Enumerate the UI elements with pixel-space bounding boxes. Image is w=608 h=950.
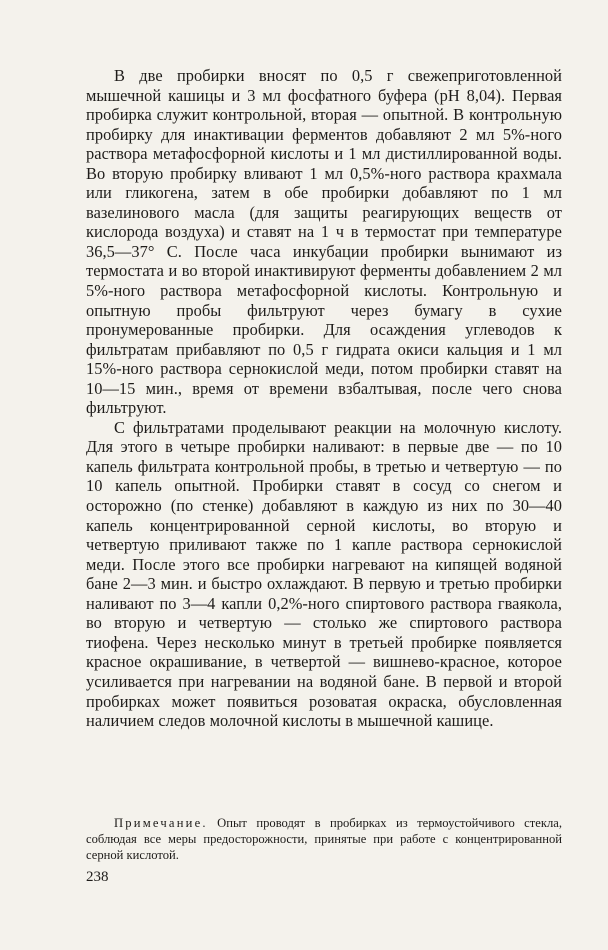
footnote-text: Опыт проводят в пробирках из термоустойчивого стекла, соблюдая все меры предосторожности, принятые при работе с концентрированной серной кислотой. <box>86 816 562 863</box>
paragraph-reactions: С фильтратами проделывают реакции на молочную кислоту. Для этого в четыре пробирки наливают: в первые две — по 10 капель фильтрата контрольной пробы, в третью и четвертую — по 10 капель опытной. Пробирки ставят в сосуд со снегом и осторожно (по стенке) добавляют в каждую из них по 30—40 капель концентрированной серной кислоты, во вторую и четвертую приливают также по 1 капле раствора сернокислой меди. После этого все пробирки нагревают на кипящей водяной бане 2—3 мин. и быстро охлаждают. В первую и третью пробирки наливают по 3—4 капли 0,2%-ного спиртового раствора гваякола, во вторую и четвертую — столько же спиртового раствора тиофена. Через несколько минут в третьей пробирке появляется красное окрашивание, в четвертой — вишнево-красное, которое усиливается при нагревании на водяной бане. В первой и второй пробирках может появиться розоватая окраска, обусловленная наличием следов молочной кислоты в мышечной кашице. <box>86 417 562 731</box>
page-body <box>86 66 562 731</box>
page-number: 238 <box>86 869 109 885</box>
footnote <box>86 815 562 864</box>
footnote-label: Примечание. <box>114 816 208 830</box>
paragraph-procedure: В две пробирки вносят по 0,5 г свежеприготовленной мышечной кашицы и 3 мл фосфатного буфера (рН 8,04). Первая пробирка служит контрольной, вторая — опытной. В контрольную пробирку для инактивации ферментов добавляют 2 мл 5%-ного раствора метафосфорной кислоты и 1 мл дистиллированной воды. Во вторую пробирку вливают 1 мл 0,5%-ного раствора крахмала или гликогена, затем в обе пробирки добавляют по 1 мл вазелинового масла (для защиты реагирующих веществ от кислорода воздуха) и ставят на 1 ч в термостат при температуре 36,5—37° С. После часа инкубации пробирки вынимают из термостата и во второй инактивируют ферменты добавлением 2 мл 5%-ного раствора метафосфорной кислоты. Контрольную и опытную пробы фильтруют через бумагу в сухие пронумерованные пробирки. Для осаждения углеводов к фильтратам прибавляют по 0,5 г гидрата окиси кальция и 1 мл 15%-ного раствора сернокислой меди, потом пробирки ставят на 10—15 мин., время от времени взбалтывая, после чего снова фильтруют. <box>86 66 562 418</box>
